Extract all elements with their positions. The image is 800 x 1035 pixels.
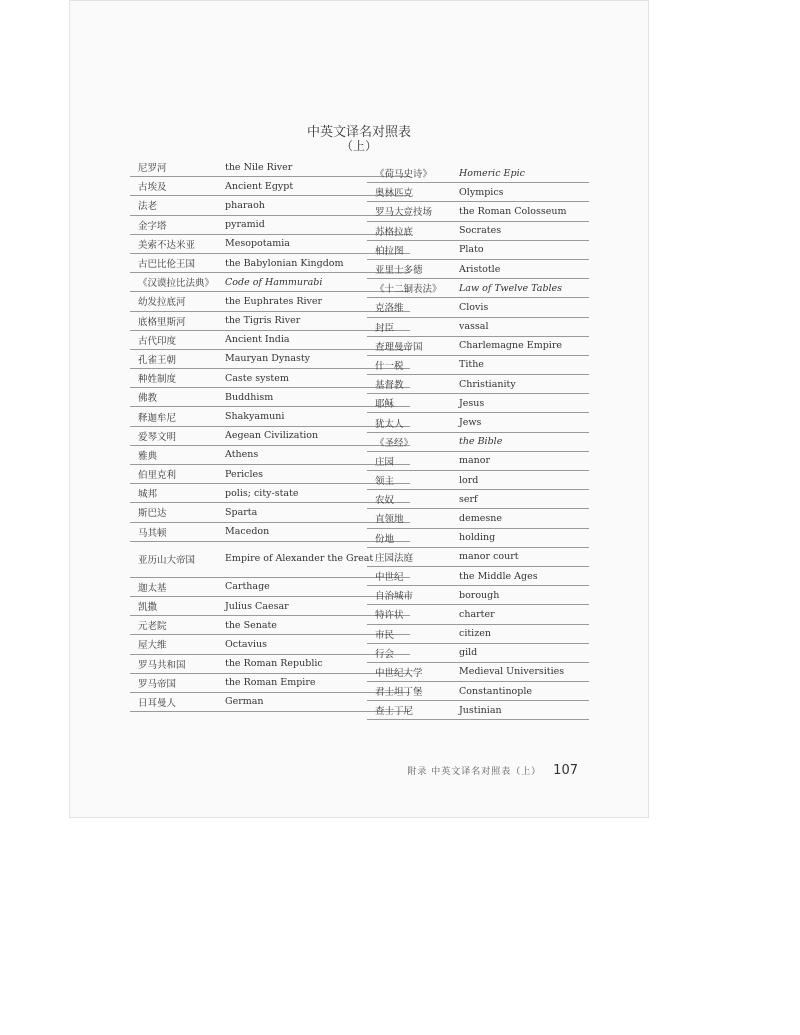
english-term: Sparta (225, 506, 258, 518)
chinese-term: 伯里克利 (138, 470, 177, 482)
english-term: Pericles (225, 468, 264, 480)
glossary-row (367, 375, 589, 394)
glossary-row (367, 279, 589, 298)
chinese-term: 庄园法庭 (375, 552, 414, 564)
chinese-term: 克洛维 (375, 303, 404, 315)
chinese-term: 中世纪大学 (375, 667, 423, 679)
english-term: citizen (459, 628, 491, 640)
glossary-row (367, 260, 589, 279)
english-term: Code of Hammurabi (225, 276, 323, 288)
chinese-term: 孔雀王朝 (138, 354, 177, 366)
chinese-term: 《汉谟拉比法典》 (138, 278, 215, 290)
english-term: Macedon (225, 526, 270, 538)
english-term: Octavius (225, 638, 267, 650)
chinese-term: 《十二铜表法》 (375, 284, 442, 296)
glossary-row (367, 413, 589, 432)
chinese-term: 斯巴达 (138, 508, 167, 520)
chinese-term: 君士坦丁堡 (375, 687, 423, 699)
glossary-row (367, 394, 589, 413)
glossary-row (367, 529, 589, 548)
chinese-term: 尼罗河 (138, 163, 167, 175)
chinese-term: 份地 (375, 533, 395, 545)
chinese-term: 幼发拉底河 (138, 297, 186, 309)
chinese-term: 元老院 (138, 621, 167, 633)
chinese-term: 中世纪 (375, 572, 404, 584)
english-term: Medieval Universities (459, 666, 565, 678)
glossary-row (367, 452, 589, 471)
chinese-term: 马其顿 (138, 527, 167, 539)
chinese-term: 罗马共和国 (138, 659, 186, 671)
english-term: Clovis (459, 301, 489, 313)
chinese-term: 犹太人 (375, 418, 404, 430)
chinese-term: 法老 (138, 201, 158, 213)
english-term: Charlemagne Empire (459, 340, 562, 352)
chinese-term: 释迦牟尼 (138, 412, 177, 424)
english-term: pharaoh (225, 199, 265, 211)
chinese-term: 城邦 (138, 489, 158, 501)
glossary-row (367, 222, 589, 241)
chinese-term: 基督教 (375, 380, 404, 392)
page-number: 107 (553, 763, 578, 778)
glossary-row (367, 337, 589, 356)
glossary-row (367, 183, 589, 202)
chinese-term: 罗马帝国 (138, 678, 177, 690)
chinese-term: 美索不达米亚 (138, 239, 196, 251)
glossary-row (367, 605, 589, 624)
glossary-row (367, 567, 589, 586)
glossary-row (367, 548, 589, 567)
english-term: pyramid (225, 219, 265, 231)
chinese-term: 特许状 (375, 610, 404, 622)
chinese-term: 什一税 (375, 360, 404, 372)
chinese-term: 封臣 (375, 322, 395, 334)
english-term: the Senate (225, 619, 277, 631)
english-term: Shakyamuni (225, 411, 285, 423)
footer-running-title: 附录 中英文译名对照表（上） (407, 767, 542, 777)
page-title: 中英文译名对照表 (306, 125, 411, 140)
english-term: Athens (225, 449, 259, 461)
english-term: vassal (459, 321, 489, 333)
chinese-term: 行会 (375, 648, 395, 660)
chinese-term: 亚里士多德 (375, 265, 423, 277)
chinese-term: 柏拉图 (375, 245, 404, 257)
english-term: Homeric Epic (459, 167, 525, 179)
chinese-term: 自治城市 (375, 591, 414, 603)
english-term: the Middle Ages (459, 570, 538, 582)
right-glossary-column (367, 164, 589, 720)
english-term: Jews (459, 417, 482, 429)
glossary-row (367, 663, 589, 682)
english-term: charter (459, 608, 495, 620)
glossary-row (367, 164, 589, 183)
glossary-row (367, 318, 589, 337)
english-term: the Roman Republic (225, 658, 323, 670)
chinese-term: 种姓制度 (138, 374, 177, 386)
chinese-term: 亚历山大帝国 (138, 555, 196, 567)
english-term: Carthage (225, 581, 270, 593)
document-page (69, 0, 649, 818)
english-term: the Bible (459, 436, 503, 448)
chinese-term: 日耳曼人 (138, 697, 177, 709)
glossary-row (367, 682, 589, 701)
glossary-row (367, 433, 589, 452)
english-term: German (225, 696, 264, 708)
chinese-term: 金字塔 (138, 220, 167, 232)
glossary-row (367, 586, 589, 605)
english-term: serf (459, 493, 478, 505)
english-term: the Nile River (225, 161, 293, 173)
chinese-term: 奥林匹克 (375, 188, 414, 200)
chinese-term: 《圣经》 (375, 437, 414, 449)
english-term: Julius Caesar (225, 600, 289, 612)
chinese-term: 爱琴文明 (138, 431, 177, 443)
glossary-row (367, 298, 589, 317)
english-term: Jesus (459, 397, 485, 409)
chinese-term: 古巴比伦王国 (138, 259, 196, 271)
english-term: Empire of Alexander the Great (225, 553, 374, 565)
chinese-term: 庄园 (375, 456, 395, 468)
english-term: manor court (459, 551, 519, 563)
glossary-row (367, 644, 589, 663)
english-term: Aegean Civilization (225, 430, 319, 442)
chinese-term: 屋大维 (138, 640, 167, 652)
english-term: the Euphrates River (225, 295, 323, 307)
english-term: demesne (459, 512, 502, 524)
english-term: borough (459, 589, 500, 601)
english-term: Socrates (459, 225, 502, 237)
chinese-term: 底格里斯河 (138, 316, 186, 328)
english-term: lord (459, 474, 479, 486)
glossary-row (367, 490, 589, 509)
chinese-term: 耶稣 (375, 399, 395, 411)
chinese-term: 查理曼帝国 (375, 341, 423, 353)
chinese-term: 直领地 (375, 514, 404, 526)
english-term: manor (459, 455, 491, 467)
chinese-term: 凯撒 (138, 602, 158, 614)
chinese-term: 迦太基 (138, 582, 167, 594)
english-term: polis; city-state (225, 487, 299, 499)
english-term: Ancient India (225, 334, 290, 346)
chinese-term: 领主 (375, 476, 395, 488)
chinese-term: 古代印度 (138, 335, 177, 347)
english-term: Tithe (459, 359, 484, 371)
english-term: Caste system (225, 372, 289, 384)
english-term: the Tigris River (225, 315, 301, 327)
english-term: holding (459, 532, 496, 544)
english-term: the Babylonian Kingdom (225, 257, 344, 269)
chinese-term: 雅典 (138, 450, 158, 462)
english-term: Christianity (459, 378, 516, 390)
english-term: Constantinople (459, 685, 533, 697)
english-term: Plato (459, 244, 484, 256)
english-term: Mauryan Dynasty (225, 353, 311, 365)
english-term: Ancient Egypt (225, 180, 294, 192)
glossary-row (367, 202, 589, 221)
chinese-term: 佛教 (138, 393, 158, 405)
english-term: Justinian (459, 704, 502, 716)
chinese-term: 苏格拉底 (375, 226, 414, 238)
english-term: Olympics (459, 186, 504, 198)
english-term: the Roman Empire (225, 677, 316, 689)
english-term: the Roman Colosseum (459, 205, 567, 217)
glossary-row (367, 625, 589, 644)
page-subtitle: （上） (340, 139, 377, 153)
glossary-row (367, 471, 589, 490)
running-footer (407, 763, 578, 778)
chinese-term: 古埃及 (138, 182, 167, 194)
glossary-row (367, 509, 589, 528)
chinese-term: 市民 (375, 629, 395, 641)
english-term: Buddhism (225, 391, 274, 403)
glossary-row (367, 701, 589, 720)
chinese-term: 查士丁尼 (375, 706, 414, 718)
english-term: Mesopotamia (225, 238, 290, 250)
chinese-term: 《荷马史诗》 (375, 169, 433, 181)
english-term: Aristotle (459, 263, 501, 275)
chinese-term: 罗马大竞技场 (375, 207, 433, 219)
english-term: Law of Twelve Tables (459, 282, 563, 294)
glossary-row (367, 241, 589, 260)
glossary-row (367, 356, 589, 375)
chinese-term: 农奴 (375, 495, 395, 507)
english-term: gild (459, 647, 478, 659)
